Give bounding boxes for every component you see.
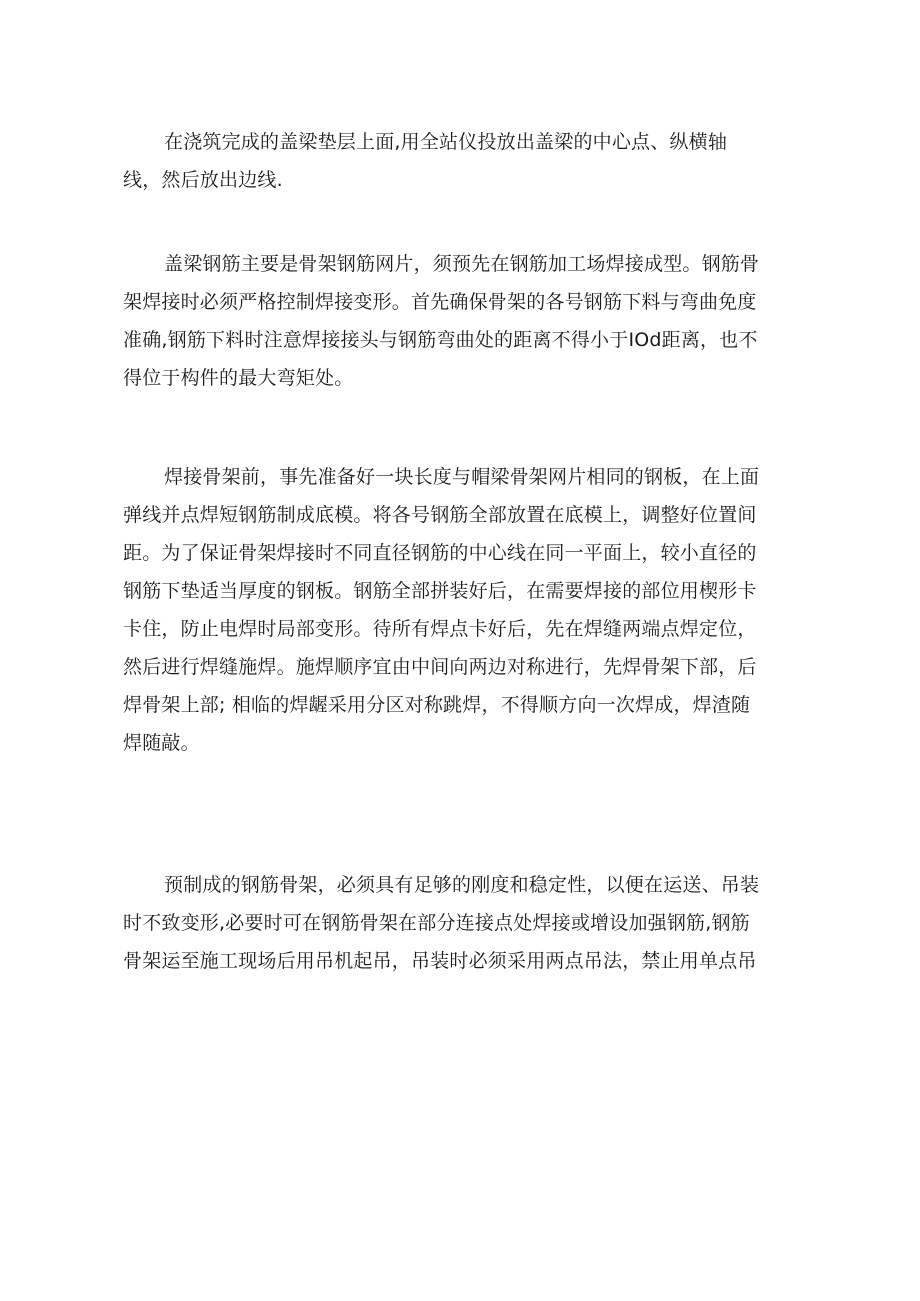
paragraph-line: 骨架运至施工现场后用吊机起吊，吊装时必须采用两点吊法，禁止用单点吊 bbox=[123, 950, 757, 972]
paragraph-1 bbox=[123, 123, 798, 199]
paragraph-line: 钢筋下垫适当厚度的钢板。钢筋全部拼装好后，在需要焊接的部位用楔形卡 bbox=[123, 580, 757, 602]
paragraph-line: 盖梁钢筋主要是骨架钢筋网片，须预先在钢筋加工场焊接成型。钢筋骨 bbox=[164, 253, 760, 275]
paragraph-line: 在浇筑完成的盖梁垫层上面,用全站仪投放出盖梁的中心点、纵横轴 bbox=[164, 131, 728, 153]
paragraph-3 bbox=[123, 458, 798, 762]
paragraph-line: 得位于构件的最大弯矩处。 bbox=[123, 367, 354, 389]
paragraph-line: 弹线并点焊短钢筋制成底模。将各号钢筋全部放置在底模上，调整好位置间 bbox=[123, 504, 757, 526]
paragraph-line: 准确,钢筋下料时注意焊接接头与钢筋弯曲处的距离不得小于IOd距离，也不 bbox=[123, 329, 758, 351]
paragraph-line: 焊骨架上部; 相临的焊龌采用分区对称跳焊，不得顺方向一次焊成，焊渣随 bbox=[123, 694, 751, 716]
paragraph-line: 卡住，防止电焊时局部变形。待所有焊点卡好后，先在焊缝两端点焊定位， bbox=[123, 618, 757, 640]
paragraph-line: 焊随敲。 bbox=[123, 732, 200, 754]
paragraph-line: 架焊接时必须严格控制焊接变形。首先确保骨架的各号钢筋下料与弯曲免度 bbox=[123, 291, 757, 313]
paragraph-line: 预制成的钢筋骨架，必须具有足够的刚度和稳定性，以便在运送、吊装 bbox=[164, 874, 760, 896]
paragraph-line: 线，然后放出边线. bbox=[123, 169, 283, 191]
paragraph-line: 时不致变形,必要时可在钢筋骨架在部分连接点处焊接或增设加强钢筋,钢筋 bbox=[123, 912, 750, 934]
paragraph-line: 距。为了保证骨架焊接时不同直径钢筋的中心线在同一平面上，较小直径的 bbox=[123, 542, 757, 564]
paragraph-line: 焊接骨架前，事先准备好一块长度与帽梁骨架网片相同的钢板，在上面 bbox=[164, 466, 760, 488]
paragraph-2 bbox=[123, 245, 798, 397]
paragraph-line: 然后进行焊缝施焊。施焊顺序宜由中间向两边对称进行，先焊骨架下部，后 bbox=[123, 656, 757, 678]
paragraph-4 bbox=[123, 866, 798, 980]
